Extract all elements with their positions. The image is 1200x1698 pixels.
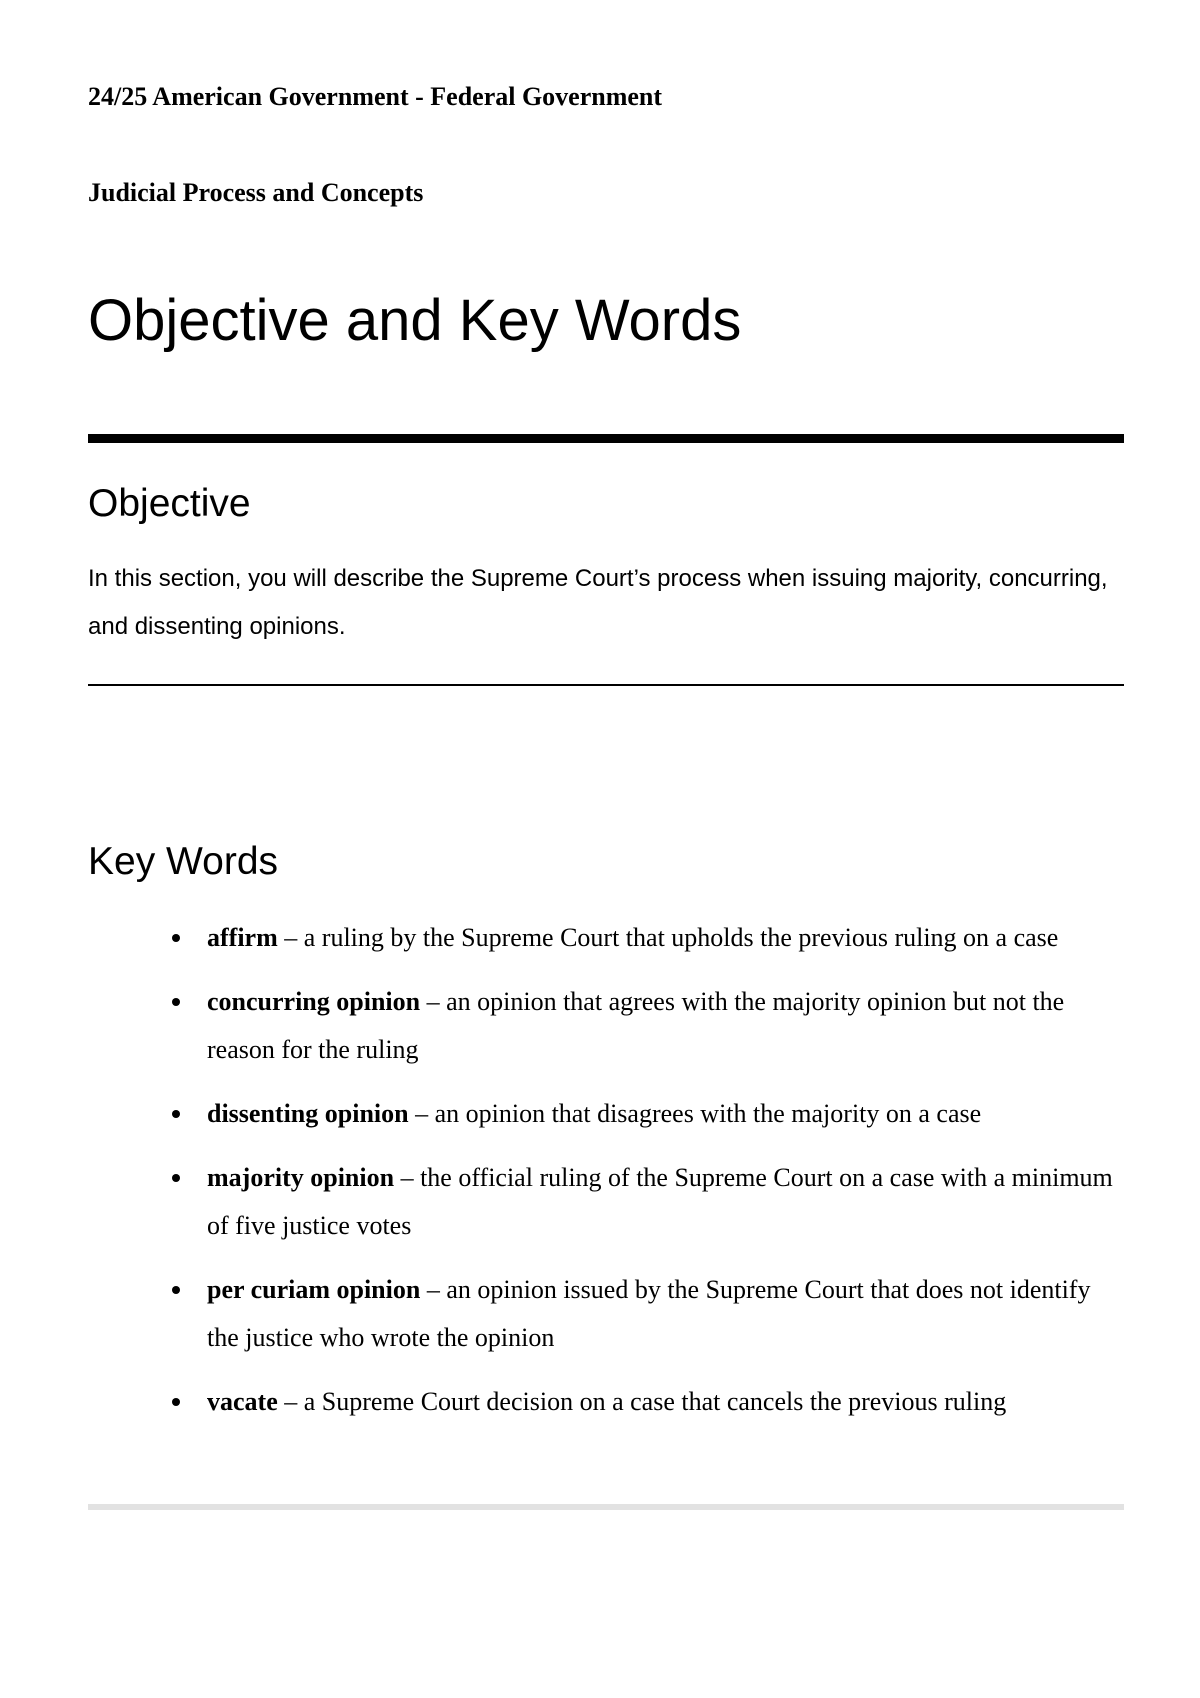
key-word-item bbox=[88, 1378, 1124, 1426]
key-word-term: dissenting opinion bbox=[207, 1099, 409, 1128]
lesson-title: Judicial Process and Concepts bbox=[88, 178, 424, 207]
key-word-definition: – a ruling by the Supreme Court that upholds the previous ruling on a case bbox=[277, 923, 1059, 952]
key-word-definition: – a Supreme Court decision on a case that cancels the previous ruling bbox=[277, 1387, 1007, 1416]
key-word-item bbox=[88, 1154, 1124, 1250]
objective-text: In this section, you will describe the Supreme Court’s process when issuing majority, concurring, and dissenting opinions. bbox=[88, 565, 1108, 640]
key-word-term: affirm bbox=[207, 923, 278, 952]
key-word-definition: – an opinion issued by the Supreme Court that does not identify the justice who wrote the opinion bbox=[207, 1275, 1091, 1352]
key-word-term: concurring opinion bbox=[207, 987, 421, 1016]
bullet-icon bbox=[172, 998, 180, 1006]
bullet-icon bbox=[172, 1174, 180, 1182]
key-words-heading: Key Words bbox=[88, 840, 279, 883]
bullet-icon bbox=[172, 934, 180, 942]
key-word-definition: – an opinion that agrees with the majority opinion but not the reason for the ruling bbox=[207, 987, 1065, 1064]
section-end-divider bbox=[88, 1504, 1124, 1510]
thin-divider bbox=[88, 684, 1124, 686]
key-word-item bbox=[88, 978, 1124, 1074]
key-word-item bbox=[88, 1090, 1124, 1138]
key-word-definition: – the official ruling of the Supreme Court on a case with a minimum of five justice votes bbox=[207, 1163, 1113, 1240]
course-title: 24/25 American Government - Federal Government bbox=[88, 82, 663, 111]
key-words-list bbox=[88, 914, 1124, 1442]
bullet-icon bbox=[172, 1286, 180, 1294]
thick-divider bbox=[88, 434, 1124, 443]
key-word-definition: – an opinion that disagrees with the majority on a case bbox=[408, 1099, 982, 1128]
page-title: Objective and Key Words bbox=[88, 288, 742, 353]
key-word-term: vacate bbox=[207, 1387, 278, 1416]
key-word-item bbox=[88, 1266, 1124, 1362]
bullet-icon bbox=[172, 1398, 180, 1406]
key-word-term: majority opinion bbox=[207, 1163, 395, 1192]
bullet-icon bbox=[172, 1110, 180, 1118]
key-word-term: per curiam opinion bbox=[207, 1275, 421, 1304]
objective-heading: Objective bbox=[88, 482, 251, 525]
key-word-item bbox=[88, 914, 1124, 962]
